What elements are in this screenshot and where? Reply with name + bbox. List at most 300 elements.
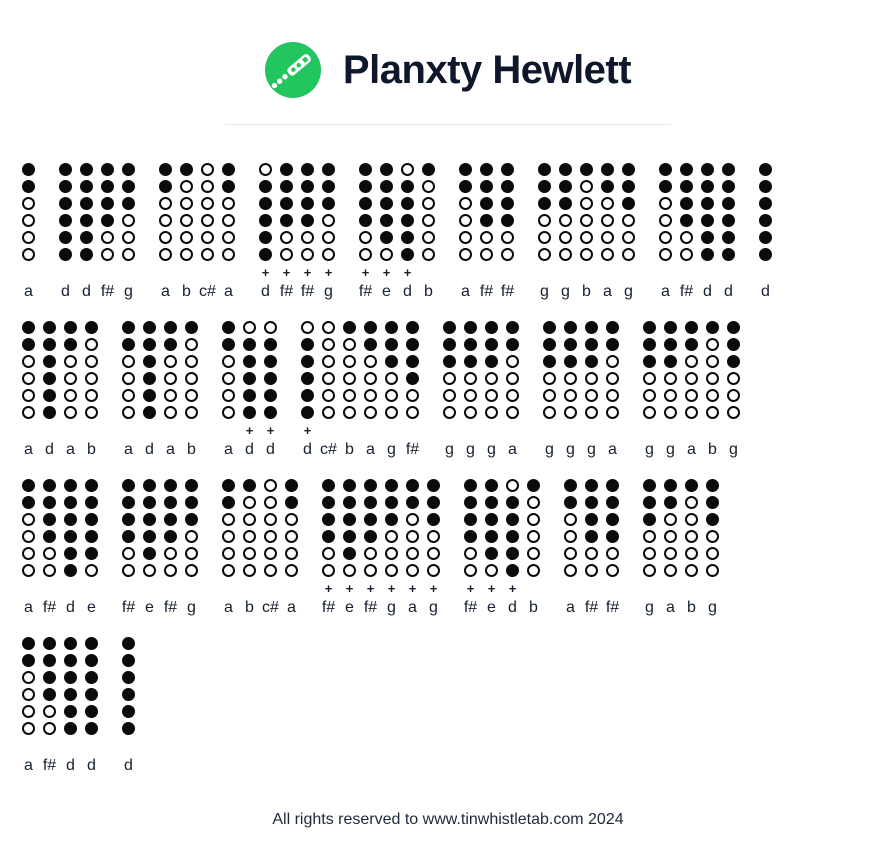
note-label: a	[608, 441, 617, 458]
hole-filled-icon	[364, 479, 377, 492]
hole-open-icon	[122, 389, 135, 402]
hole-open-icon	[585, 406, 598, 419]
hole-filled-icon	[143, 530, 156, 543]
hole-filled-icon	[322, 197, 335, 210]
note-column	[85, 637, 98, 775]
hole-filled-icon	[185, 513, 198, 526]
hole-filled-icon	[64, 705, 77, 718]
tab-row	[22, 479, 888, 617]
hole-open-icon	[85, 564, 98, 577]
hole-filled-icon	[459, 163, 472, 176]
note-column	[527, 479, 540, 617]
hole-open-icon	[385, 389, 398, 402]
hole-open-icon	[485, 389, 498, 402]
hole-open-icon	[685, 355, 698, 368]
note-label: g	[487, 441, 496, 458]
octave-plus-marker: +	[282, 265, 291, 280]
hole-filled-icon	[506, 321, 519, 334]
note-column	[301, 321, 314, 459]
hole-open-icon	[64, 355, 77, 368]
hole-filled-icon	[464, 338, 477, 351]
hole-open-icon	[185, 389, 198, 402]
hole-filled-icon	[701, 180, 714, 193]
hole-filled-icon	[406, 479, 419, 492]
hole-filled-icon	[80, 163, 93, 176]
hole-filled-icon	[59, 163, 72, 176]
note-column	[159, 163, 172, 301]
note-group	[159, 163, 235, 301]
hole-filled-icon	[164, 479, 177, 492]
note-label: a	[666, 599, 675, 616]
hole-filled-icon	[59, 197, 72, 210]
octave-plus-marker: +	[382, 265, 391, 280]
hole-filled-icon	[659, 163, 672, 176]
hole-filled-icon	[501, 197, 514, 210]
hole-filled-icon	[601, 180, 614, 193]
hole-filled-icon	[43, 372, 56, 385]
hole-open-icon	[527, 547, 540, 560]
hole-open-icon	[406, 564, 419, 577]
hole-filled-icon	[527, 479, 540, 492]
note-column	[259, 163, 272, 301]
hole-filled-icon	[222, 479, 235, 492]
hole-filled-icon	[185, 321, 198, 334]
hole-open-icon	[385, 372, 398, 385]
hole-filled-icon	[64, 513, 77, 526]
hole-open-icon	[343, 406, 356, 419]
note-label: e	[87, 599, 96, 616]
hole-filled-icon	[706, 513, 719, 526]
note-column	[85, 321, 98, 459]
hole-open-icon	[643, 564, 656, 577]
hole-filled-icon	[143, 479, 156, 492]
hole-open-icon	[564, 406, 577, 419]
note-label: a	[366, 441, 375, 458]
hole-filled-icon	[701, 197, 714, 210]
hole-open-icon	[64, 389, 77, 402]
hole-filled-icon	[22, 479, 35, 492]
hole-open-icon	[22, 530, 35, 543]
hole-open-icon	[385, 406, 398, 419]
hole-filled-icon	[359, 214, 372, 227]
hole-open-icon	[222, 547, 235, 560]
note-column	[643, 321, 656, 459]
hole-filled-icon	[122, 688, 135, 701]
note-label: a	[687, 441, 696, 458]
hole-filled-icon	[143, 321, 156, 334]
note-label: f#	[463, 599, 478, 616]
hole-filled-icon	[243, 372, 256, 385]
hole-filled-icon	[501, 180, 514, 193]
hole-filled-icon	[122, 197, 135, 210]
hole-filled-icon	[264, 389, 277, 402]
hole-filled-icon	[301, 355, 314, 368]
note-group	[59, 163, 135, 301]
hole-open-icon	[185, 406, 198, 419]
hole-filled-icon	[759, 248, 772, 261]
hole-filled-icon	[301, 214, 314, 227]
hole-filled-icon	[64, 671, 77, 684]
hole-filled-icon	[538, 197, 551, 210]
hole-open-icon	[527, 496, 540, 509]
hole-open-icon	[559, 248, 572, 261]
note-group	[22, 479, 98, 617]
note-column	[585, 321, 598, 459]
hole-filled-icon	[85, 321, 98, 334]
hole-filled-icon	[343, 496, 356, 509]
note-label: a	[566, 599, 575, 616]
hole-open-icon	[364, 406, 377, 419]
hole-filled-icon	[64, 637, 77, 650]
octave-plus-marker: +	[429, 581, 438, 596]
hole-filled-icon	[159, 180, 172, 193]
hole-filled-icon	[701, 248, 714, 261]
hole-open-icon	[285, 564, 298, 577]
hole-open-icon	[322, 389, 335, 402]
hole-filled-icon	[759, 180, 772, 193]
note-column	[143, 479, 156, 617]
note-label: g	[187, 599, 196, 616]
note-label: b	[87, 441, 96, 458]
hole-filled-icon	[643, 321, 656, 334]
hole-open-icon	[464, 564, 477, 577]
hole-filled-icon	[59, 231, 72, 244]
hole-filled-icon	[406, 338, 419, 351]
hole-open-icon	[706, 372, 719, 385]
note-label: g	[624, 283, 633, 300]
hole-filled-icon	[164, 321, 177, 334]
hole-open-icon	[180, 248, 193, 261]
hole-open-icon	[180, 197, 193, 210]
note-label: b	[529, 599, 538, 616]
hole-filled-icon	[643, 496, 656, 509]
hole-filled-icon	[480, 214, 493, 227]
hole-filled-icon	[301, 197, 314, 210]
hole-filled-icon	[322, 496, 335, 509]
hole-open-icon	[464, 547, 477, 560]
hole-open-icon	[464, 372, 477, 385]
note-group	[464, 479, 540, 617]
hole-open-icon	[43, 547, 56, 560]
hole-filled-icon	[359, 163, 372, 176]
hole-filled-icon	[543, 321, 556, 334]
hole-open-icon	[185, 547, 198, 560]
note-group	[22, 163, 35, 301]
hole-filled-icon	[543, 355, 556, 368]
hole-open-icon	[122, 214, 135, 227]
hole-filled-icon	[564, 355, 577, 368]
hole-open-icon	[422, 248, 435, 261]
note-column	[59, 163, 72, 301]
hole-filled-icon	[64, 338, 77, 351]
hole-open-icon	[185, 338, 198, 351]
hole-open-icon	[443, 389, 456, 402]
note-label: f#	[100, 283, 115, 300]
hole-filled-icon	[185, 496, 198, 509]
hole-filled-icon	[406, 372, 419, 385]
hole-filled-icon	[243, 406, 256, 419]
hole-filled-icon	[85, 722, 98, 735]
hole-filled-icon	[85, 547, 98, 560]
note-label: f#	[479, 283, 494, 300]
note-label: b	[687, 599, 696, 616]
hole-filled-icon	[464, 496, 477, 509]
hole-open-icon	[643, 389, 656, 402]
hole-filled-icon	[259, 180, 272, 193]
hole-open-icon	[406, 406, 419, 419]
note-column	[43, 321, 56, 459]
hole-open-icon	[185, 530, 198, 543]
hole-open-icon	[406, 513, 419, 526]
hole-filled-icon	[22, 637, 35, 650]
hole-open-icon	[180, 214, 193, 227]
hole-open-icon	[601, 248, 614, 261]
hole-open-icon	[222, 513, 235, 526]
note-group	[22, 321, 98, 459]
hole-filled-icon	[164, 513, 177, 526]
hole-filled-icon	[643, 355, 656, 368]
hole-open-icon	[685, 372, 698, 385]
hole-open-icon	[22, 564, 35, 577]
note-label: d	[82, 283, 91, 300]
note-label: a	[461, 283, 470, 300]
hole-filled-icon	[259, 231, 272, 244]
note-label: d	[266, 441, 275, 458]
hole-open-icon	[185, 564, 198, 577]
hole-filled-icon	[485, 338, 498, 351]
hole-filled-icon	[222, 321, 235, 334]
octave-plus-marker: +	[245, 423, 254, 438]
hole-filled-icon	[359, 180, 372, 193]
hole-filled-icon	[280, 214, 293, 227]
hole-filled-icon	[101, 197, 114, 210]
note-label: a	[508, 441, 517, 458]
hole-open-icon	[159, 197, 172, 210]
hole-open-icon	[101, 231, 114, 244]
hole-open-icon	[22, 722, 35, 735]
hole-filled-icon	[43, 513, 56, 526]
octave-plus-marker: +	[324, 581, 333, 596]
hole-open-icon	[401, 163, 414, 176]
note-column	[322, 479, 335, 617]
hole-open-icon	[606, 372, 619, 385]
hole-filled-icon	[122, 163, 135, 176]
hole-open-icon	[559, 214, 572, 227]
note-column	[422, 163, 435, 301]
hole-filled-icon	[343, 479, 356, 492]
hole-filled-icon	[722, 180, 735, 193]
note-column	[538, 163, 551, 301]
hole-filled-icon	[485, 321, 498, 334]
note-label: a	[661, 283, 670, 300]
hole-filled-icon	[122, 671, 135, 684]
hole-open-icon	[580, 231, 593, 244]
hole-open-icon	[164, 355, 177, 368]
note-label: c#	[320, 441, 337, 458]
hole-open-icon	[543, 389, 556, 402]
hole-filled-icon	[464, 479, 477, 492]
hole-open-icon	[459, 197, 472, 210]
hole-open-icon	[264, 321, 277, 334]
hole-filled-icon	[122, 180, 135, 193]
hole-filled-icon	[85, 530, 98, 543]
note-column	[85, 479, 98, 617]
hole-filled-icon	[359, 197, 372, 210]
hole-open-icon	[364, 547, 377, 560]
hole-open-icon	[159, 214, 172, 227]
hole-open-icon	[506, 479, 519, 492]
hole-open-icon	[706, 547, 719, 560]
hole-filled-icon	[759, 163, 772, 176]
note-label: d	[724, 283, 733, 300]
hole-open-icon	[359, 248, 372, 261]
hole-open-icon	[543, 372, 556, 385]
hole-filled-icon	[122, 496, 135, 509]
hole-filled-icon	[143, 406, 156, 419]
hole-open-icon	[585, 389, 598, 402]
note-column	[543, 321, 556, 459]
hole-filled-icon	[101, 163, 114, 176]
hole-filled-icon	[85, 513, 98, 526]
hole-open-icon	[285, 547, 298, 560]
hole-filled-icon	[43, 671, 56, 684]
hole-open-icon	[264, 513, 277, 526]
note-group	[122, 637, 135, 775]
note-label: g	[666, 441, 675, 458]
hole-filled-icon	[22, 496, 35, 509]
hole-filled-icon	[59, 248, 72, 261]
note-column	[706, 321, 719, 459]
hole-open-icon	[706, 389, 719, 402]
hole-filled-icon	[122, 705, 135, 718]
hole-open-icon	[264, 564, 277, 577]
hole-filled-icon	[164, 338, 177, 351]
octave-plus-marker: +	[487, 581, 496, 596]
hole-open-icon	[706, 530, 719, 543]
hole-open-icon	[185, 372, 198, 385]
hole-open-icon	[506, 406, 519, 419]
note-label: a	[224, 599, 233, 616]
hole-open-icon	[122, 406, 135, 419]
note-column	[427, 479, 440, 617]
hole-filled-icon	[143, 372, 156, 385]
note-column	[659, 163, 672, 301]
hole-open-icon	[343, 355, 356, 368]
hole-open-icon	[222, 355, 235, 368]
note-group	[759, 163, 772, 301]
hole-open-icon	[22, 231, 35, 244]
note-column	[64, 479, 77, 617]
hole-open-icon	[243, 513, 256, 526]
hole-open-icon	[22, 355, 35, 368]
hole-filled-icon	[264, 372, 277, 385]
note-column	[385, 321, 398, 459]
tab-row	[22, 163, 888, 301]
hole-open-icon	[480, 231, 493, 244]
hole-filled-icon	[727, 355, 740, 368]
hole-filled-icon	[485, 355, 498, 368]
hole-open-icon	[364, 564, 377, 577]
hole-filled-icon	[43, 321, 56, 334]
hole-filled-icon	[585, 530, 598, 543]
note-label: a	[24, 283, 33, 300]
hole-open-icon	[506, 389, 519, 402]
octave-plus-marker: +	[466, 581, 475, 596]
note-column	[506, 321, 519, 459]
octave-plus-marker: +	[266, 423, 275, 438]
hole-filled-icon	[606, 530, 619, 543]
hole-filled-icon	[64, 321, 77, 334]
hole-filled-icon	[364, 338, 377, 351]
hole-filled-icon	[222, 338, 235, 351]
hole-filled-icon	[480, 197, 493, 210]
hole-open-icon	[538, 231, 551, 244]
hole-filled-icon	[59, 214, 72, 227]
hole-open-icon	[201, 214, 214, 227]
hole-open-icon	[501, 248, 514, 261]
hole-open-icon	[643, 406, 656, 419]
note-column	[406, 321, 419, 459]
page-title: Planxty Hewlett	[342, 47, 632, 92]
hole-open-icon	[64, 372, 77, 385]
note-column	[80, 163, 93, 301]
note-column	[480, 163, 493, 301]
hole-filled-icon	[122, 513, 135, 526]
hole-filled-icon	[85, 496, 98, 509]
hole-filled-icon	[101, 214, 114, 227]
hole-open-icon	[580, 214, 593, 227]
footer-copyright: All rights reserved to www.tinwhistletab.com 2024	[272, 811, 624, 828]
hole-filled-icon	[606, 479, 619, 492]
hole-open-icon	[164, 372, 177, 385]
hole-filled-icon	[280, 197, 293, 210]
note-column	[143, 321, 156, 459]
note-column	[501, 163, 514, 301]
hole-filled-icon	[464, 355, 477, 368]
hole-filled-icon	[385, 321, 398, 334]
hole-open-icon	[101, 248, 114, 261]
hole-open-icon	[422, 231, 435, 244]
hole-open-icon	[385, 547, 398, 560]
hole-filled-icon	[606, 513, 619, 526]
hole-open-icon	[22, 547, 35, 560]
note-column	[701, 163, 714, 301]
hole-filled-icon	[143, 338, 156, 351]
hole-open-icon	[122, 547, 135, 560]
hole-open-icon	[585, 547, 598, 560]
note-column	[559, 163, 572, 301]
note-column	[22, 637, 35, 775]
hole-filled-icon	[443, 321, 456, 334]
hole-open-icon	[606, 547, 619, 560]
note-column	[506, 479, 519, 617]
octave-plus-marker: +	[303, 423, 312, 438]
hole-filled-icon	[43, 389, 56, 402]
note-label: g	[324, 283, 333, 300]
hole-filled-icon	[485, 547, 498, 560]
note-label: f#	[300, 283, 315, 300]
hole-filled-icon	[80, 214, 93, 227]
hole-filled-icon	[80, 197, 93, 210]
hole-filled-icon	[380, 180, 393, 193]
hole-filled-icon	[364, 496, 377, 509]
hole-filled-icon	[406, 355, 419, 368]
hole-open-icon	[185, 355, 198, 368]
tin-whistle-icon	[265, 42, 321, 98]
note-column	[185, 321, 198, 459]
note-group	[259, 163, 335, 301]
hole-filled-icon	[22, 163, 35, 176]
